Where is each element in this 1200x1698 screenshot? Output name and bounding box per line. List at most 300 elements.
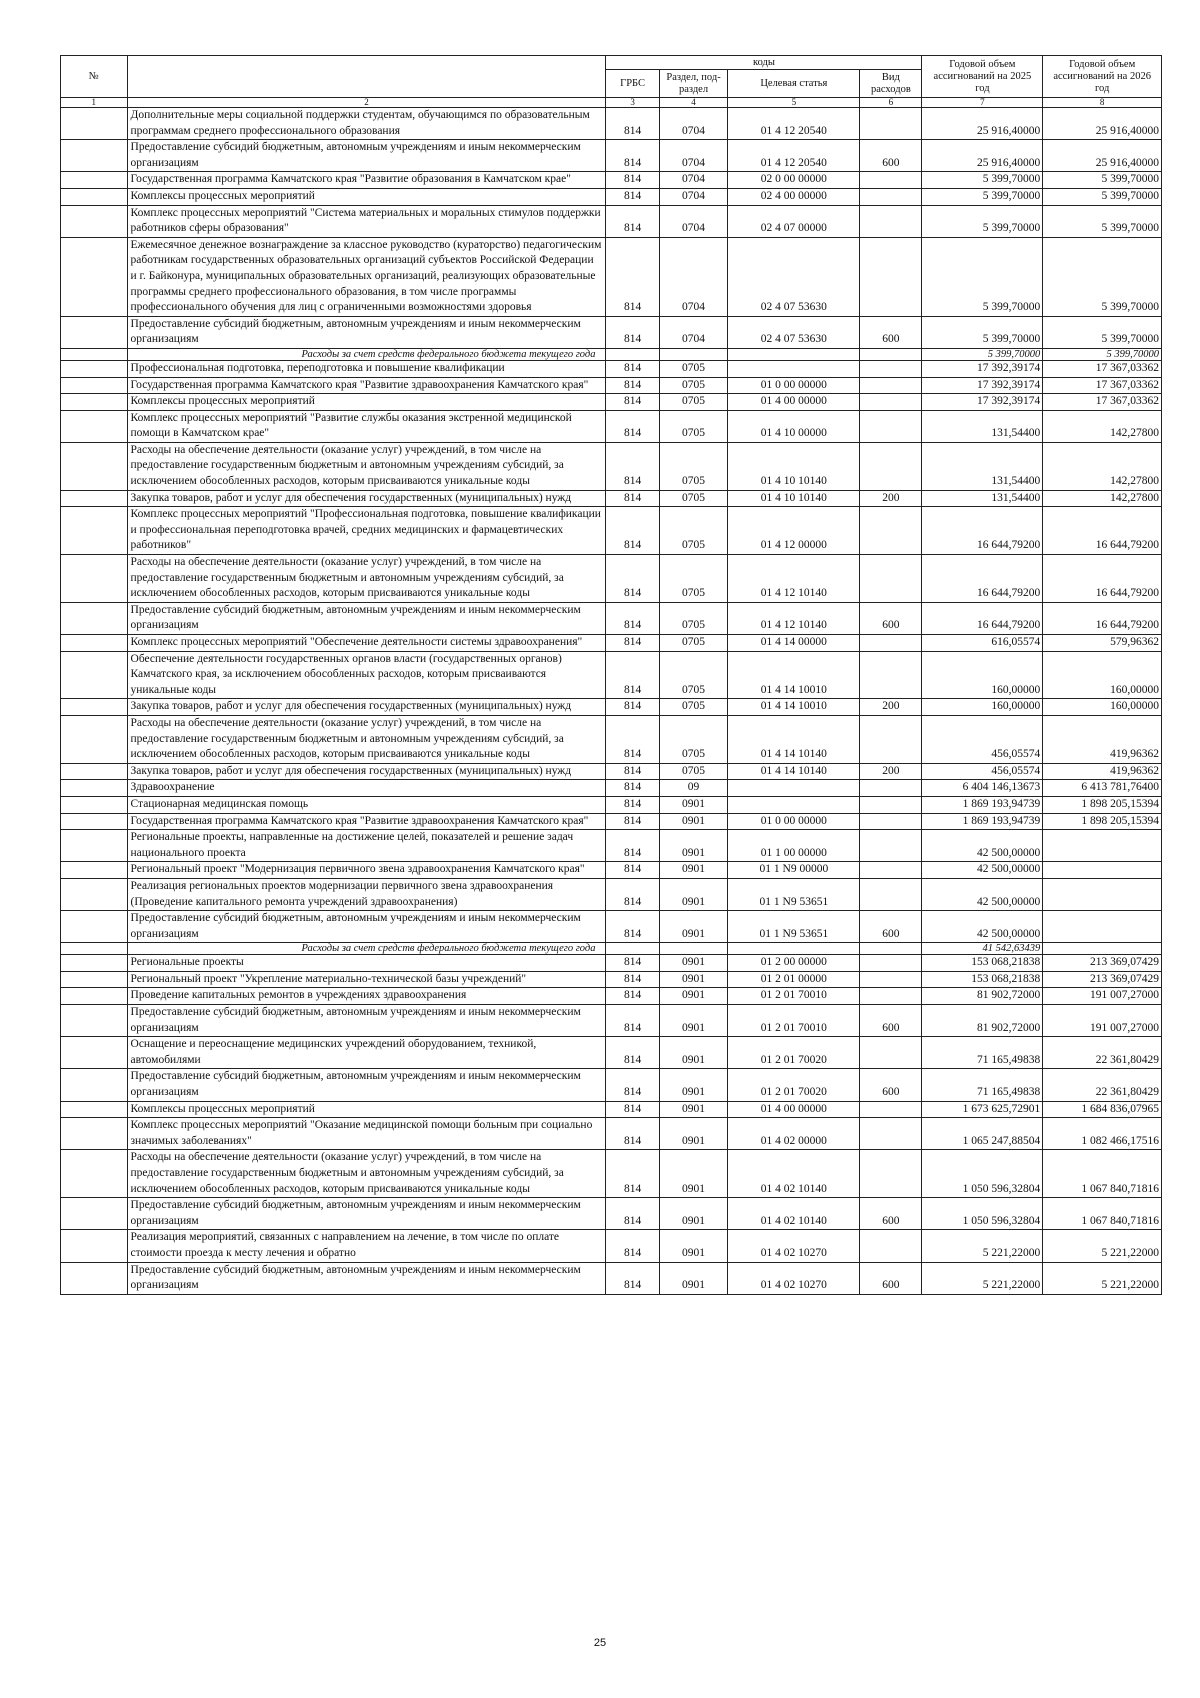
cell-razdel: 0705 <box>659 377 728 394</box>
cell-amount-2025: 456,05574 <box>922 763 1043 780</box>
cell-grbs: 814 <box>606 1150 659 1198</box>
cell-name: Региональный проект "Модернизация первичного звена здравоохранения Камчатского края" <box>127 862 606 879</box>
cell-target-article: 01 4 00 00000 <box>728 394 860 411</box>
cell-number <box>61 172 128 189</box>
header-expense-type: Вид расходов <box>860 70 922 98</box>
cell-expense-type <box>860 988 922 1005</box>
cell-expense-type <box>860 943 922 955</box>
cell-amount-2026: 1 067 840,71816 <box>1043 1150 1162 1198</box>
cell-target-article: 01 4 14 00000 <box>728 635 860 652</box>
cell-grbs: 814 <box>606 1005 659 1037</box>
cell-amount-2025: 42 500,00000 <box>922 911 1043 943</box>
cell-amount-2025: 16 644,79200 <box>922 507 1043 555</box>
cell-razdel: 0704 <box>659 140 728 172</box>
col-index-2: 2 <box>127 98 606 108</box>
cell-razdel: 0901 <box>659 878 728 910</box>
table-row <box>61 490 1162 507</box>
col-index-1: 1 <box>61 98 128 108</box>
cell-number <box>61 1262 128 1294</box>
cell-expense-type <box>860 108 922 140</box>
table-row <box>61 635 1162 652</box>
cell-razdel: 0705 <box>659 651 728 699</box>
cell-amount-2026: 213 369,07429 <box>1043 971 1162 988</box>
cell-number <box>61 237 128 316</box>
cell-number <box>61 715 128 763</box>
cell-amount-2026: 1 898 205,15394 <box>1043 813 1162 830</box>
table-row <box>61 796 1162 813</box>
cell-name: Реализация региональных проектов модернизации первичного звена здравоохранения (Проведение капитального ремонта учреждений здравоохранения) <box>127 878 606 910</box>
cell-target-article: 01 4 12 20540 <box>728 140 860 172</box>
cell-expense-type <box>860 348 922 360</box>
cell-grbs: 814 <box>606 1230 659 1262</box>
cell-amount-2026: 17 367,03362 <box>1043 377 1162 394</box>
cell-number <box>61 780 128 797</box>
cell-amount-2026 <box>1043 862 1162 879</box>
cell-name: Предоставление субсидий бюджетным, автономным учреждениям и иным некоммерческим организациям <box>127 602 606 634</box>
table-row <box>61 1198 1162 1230</box>
cell-amount-2026: 5 221,22000 <box>1043 1230 1162 1262</box>
table-row <box>61 1005 1162 1037</box>
cell-razdel: 0901 <box>659 813 728 830</box>
cell-amount-2025: 5 221,22000 <box>922 1262 1043 1294</box>
cell-amount-2025: 6 404 146,13673 <box>922 780 1043 797</box>
cell-number <box>61 1069 128 1101</box>
cell-target-article <box>728 796 860 813</box>
table-row <box>61 699 1162 716</box>
cell-amount-2026: 22 361,80429 <box>1043 1069 1162 1101</box>
cell-target-article <box>728 348 860 360</box>
cell-razdel: 0705 <box>659 602 728 634</box>
cell-number <box>61 651 128 699</box>
cell-name: Расходы за счет средств федерального бюджета текущего года <box>127 943 606 955</box>
cell-name: Дополнительные меры социальной поддержки студентам, обучающимся по образовательным программам среднего профессионального образования <box>127 108 606 140</box>
table-row <box>61 1262 1162 1294</box>
header-target-article: Целевая статья <box>728 70 860 98</box>
cell-grbs: 814 <box>606 796 659 813</box>
cell-expense-type <box>860 780 922 797</box>
cell-grbs: 814 <box>606 394 659 411</box>
cell-grbs: 814 <box>606 955 659 972</box>
cell-grbs: 814 <box>606 555 659 603</box>
cell-target-article: 01 4 12 10140 <box>728 555 860 603</box>
cell-expense-type <box>860 507 922 555</box>
cell-expense-type <box>860 1101 922 1118</box>
federal-budget-row <box>61 348 1162 360</box>
cell-grbs: 814 <box>606 490 659 507</box>
cell-amount-2026: 579,96362 <box>1043 635 1162 652</box>
cell-name: Расходы за счет средств федерального бюджета текущего года <box>127 348 606 360</box>
table-row <box>61 172 1162 189</box>
cell-name: Предоставление субсидий бюджетным, автономным учреждениям и иным некоммерческим организациям <box>127 316 606 348</box>
cell-razdel: 0901 <box>659 911 728 943</box>
cell-number <box>61 878 128 910</box>
table-row <box>61 911 1162 943</box>
cell-amount-2025: 1 869 193,94739 <box>922 796 1043 813</box>
cell-amount-2026: 25 916,40000 <box>1043 108 1162 140</box>
table-row <box>61 830 1162 862</box>
cell-target-article: 01 1 N9 53651 <box>728 878 860 910</box>
table-row <box>61 108 1162 140</box>
cell-razdel: 0901 <box>659 1230 728 1262</box>
table-row <box>61 780 1162 797</box>
cell-razdel: 0901 <box>659 1150 728 1198</box>
cell-amount-2025: 81 902,72000 <box>922 988 1043 1005</box>
cell-target-article: 01 1 00 00000 <box>728 830 860 862</box>
cell-target-article: 01 4 14 10010 <box>728 699 860 716</box>
cell-number <box>61 1118 128 1150</box>
cell-number <box>61 1198 128 1230</box>
table-row <box>61 188 1162 205</box>
table-row <box>61 988 1162 1005</box>
cell-number <box>61 830 128 862</box>
cell-expense-type: 200 <box>860 763 922 780</box>
cell-grbs: 814 <box>606 316 659 348</box>
cell-number <box>61 377 128 394</box>
cell-target-article: 01 2 01 70020 <box>728 1069 860 1101</box>
cell-razdel: 0705 <box>659 360 728 377</box>
table-row <box>61 316 1162 348</box>
cell-expense-type <box>860 715 922 763</box>
cell-amount-2026: 1 898 205,15394 <box>1043 796 1162 813</box>
cell-expense-type <box>860 1118 922 1150</box>
cell-name: Обеспечение деятельности государственных органов власти (государственных органов) Камчатского края, за исключением обособленных расходов, которым присваиваются уникальные коды <box>127 651 606 699</box>
header-grbs: ГРБС <box>606 70 659 98</box>
table-row <box>61 651 1162 699</box>
cell-amount-2026: 5 221,22000 <box>1043 1262 1162 1294</box>
cell-grbs: 814 <box>606 1118 659 1150</box>
cell-amount-2026: 16 644,79200 <box>1043 602 1162 634</box>
cell-target-article: 02 4 07 53630 <box>728 316 860 348</box>
cell-number <box>61 1005 128 1037</box>
cell-amount-2026: 5 399,70000 <box>1043 237 1162 316</box>
table-header <box>61 56 1162 108</box>
cell-amount-2025: 17 392,39174 <box>922 377 1043 394</box>
cell-target-article: 01 1 N9 00000 <box>728 862 860 879</box>
cell-razdel: 09 <box>659 780 728 797</box>
cell-number <box>61 955 128 972</box>
cell-grbs: 814 <box>606 507 659 555</box>
cell-target-article: 02 0 00 00000 <box>728 172 860 189</box>
cell-expense-type <box>860 1230 922 1262</box>
cell-target-article: 01 4 12 00000 <box>728 507 860 555</box>
cell-amount-2025: 17 392,39174 <box>922 360 1043 377</box>
cell-name: Предоставление субсидий бюджетным, автономным учреждениям и иным некоммерческим организациям <box>127 1069 606 1101</box>
cell-grbs: 814 <box>606 988 659 1005</box>
cell-amount-2026 <box>1043 878 1162 910</box>
cell-razdel: 0901 <box>659 830 728 862</box>
cell-grbs: 814 <box>606 108 659 140</box>
cell-amount-2025: 71 165,49838 <box>922 1037 1043 1069</box>
table-row <box>61 971 1162 988</box>
col-index-3: 3 <box>606 98 659 108</box>
cell-amount-2025: 1 673 625,72901 <box>922 1101 1043 1118</box>
table-row <box>61 205 1162 237</box>
header-name <box>127 56 606 98</box>
cell-amount-2025: 5 399,70000 <box>922 316 1043 348</box>
cell-name: Расходы на обеспечение деятельности (оказание услуг) учреждений, в том числе на предоставление государственным бюджетным и автономным учреждениям субсидий, за исключением обособленных расходов, которым присваиваются уникальные коды <box>127 715 606 763</box>
cell-name: Комплексы процессных мероприятий <box>127 188 606 205</box>
cell-expense-type <box>860 555 922 603</box>
cell-grbs: 814 <box>606 635 659 652</box>
cell-grbs: 814 <box>606 715 659 763</box>
cell-grbs: 814 <box>606 1198 659 1230</box>
cell-amount-2025: 42 500,00000 <box>922 830 1043 862</box>
cell-expense-type <box>860 813 922 830</box>
cell-expense-type: 200 <box>860 490 922 507</box>
cell-razdel: 0901 <box>659 1198 728 1230</box>
cell-amount-2026: 213 369,07429 <box>1043 955 1162 972</box>
cell-name: Расходы на обеспечение деятельности (оказание услуг) учреждений, в том числе на предоставление государственным бюджетным и автономным учреждениям субсидий, за исключением обособленных расходов, которым присваиваются уникальные коды <box>127 1150 606 1198</box>
header-2025: Годовой объем ассигнований на 2025 год <box>922 56 1043 98</box>
cell-grbs <box>606 943 659 955</box>
cell-name: Предоставление субсидий бюджетным, автономным учреждениям и иным некоммерческим организациям <box>127 1262 606 1294</box>
cell-expense-type: 600 <box>860 316 922 348</box>
cell-amount-2025: 1 065 247,88504 <box>922 1118 1043 1150</box>
cell-number <box>61 188 128 205</box>
cell-number <box>61 988 128 1005</box>
cell-name: Комплексы процессных мероприятий <box>127 1101 606 1118</box>
cell-number <box>61 140 128 172</box>
cell-target-article <box>728 943 860 955</box>
cell-amount-2026: 1 067 840,71816 <box>1043 1198 1162 1230</box>
cell-amount-2026: 191 007,27000 <box>1043 1005 1162 1037</box>
cell-expense-type: 600 <box>860 911 922 943</box>
cell-razdel: 0705 <box>659 410 728 442</box>
cell-razdel: 0901 <box>659 971 728 988</box>
cell-target-article: 01 4 12 20540 <box>728 108 860 140</box>
cell-amount-2026 <box>1043 911 1162 943</box>
cell-grbs: 814 <box>606 1101 659 1118</box>
cell-name: Региональные проекты, направленные на достижение целей, показателей и решение задач национального проекта <box>127 830 606 862</box>
cell-expense-type <box>860 1150 922 1198</box>
cell-number <box>61 394 128 411</box>
cell-expense-type <box>860 377 922 394</box>
cell-name: Комплексы процессных мероприятий <box>127 394 606 411</box>
cell-target-article: 01 2 00 00000 <box>728 955 860 972</box>
cell-expense-type <box>860 955 922 972</box>
cell-expense-type <box>860 971 922 988</box>
cell-name: Комплекс процессных мероприятий "Развитие службы оказания экстренной медицинской помощи в Камчатском крае" <box>127 410 606 442</box>
cell-target-article: 01 4 00 00000 <box>728 1101 860 1118</box>
page-number: 25 <box>593 1637 607 1649</box>
cell-target-article: 01 0 00 00000 <box>728 813 860 830</box>
cell-grbs: 814 <box>606 1069 659 1101</box>
header-2026: Годовой объем ассигнований на 2026 год <box>1043 56 1162 98</box>
cell-amount-2026 <box>1043 830 1162 862</box>
table-row <box>61 140 1162 172</box>
cell-expense-type: 600 <box>860 1262 922 1294</box>
cell-number <box>61 1230 128 1262</box>
table-row <box>61 1069 1162 1101</box>
cell-amount-2026: 5 399,70000 <box>1043 205 1162 237</box>
cell-name: Проведение капитальных ремонтов в учреждениях здравоохранения <box>127 988 606 1005</box>
cell-amount-2025: 616,05574 <box>922 635 1043 652</box>
cell-number <box>61 442 128 490</box>
cell-amount-2026: 142,27800 <box>1043 490 1162 507</box>
table-row <box>61 237 1162 316</box>
table-row <box>61 442 1162 490</box>
cell-amount-2025: 5 399,70000 <box>922 348 1043 360</box>
cell-amount-2025: 5 399,70000 <box>922 172 1043 189</box>
cell-amount-2026: 22 361,80429 <box>1043 1037 1162 1069</box>
cell-grbs: 814 <box>606 813 659 830</box>
cell-amount-2025: 456,05574 <box>922 715 1043 763</box>
cell-amount-2026: 160,00000 <box>1043 651 1162 699</box>
cell-amount-2026: 5 399,70000 <box>1043 348 1162 360</box>
cell-amount-2026: 419,96362 <box>1043 763 1162 780</box>
table-row <box>61 410 1162 442</box>
cell-target-article: 01 4 10 10140 <box>728 442 860 490</box>
table-row <box>61 813 1162 830</box>
cell-expense-type <box>860 878 922 910</box>
cell-amount-2025: 16 644,79200 <box>922 555 1043 603</box>
cell-amount-2025: 71 165,49838 <box>922 1069 1043 1101</box>
cell-target-article: 01 4 02 00000 <box>728 1118 860 1150</box>
cell-razdel: 0901 <box>659 862 728 879</box>
table-row <box>61 878 1162 910</box>
cell-name: Расходы на обеспечение деятельности (оказание услуг) учреждений, в том числе на предоставление государственным бюджетным и автономным учреждениям субсидий, за исключением обособленных расходов, которым присваиваются уникальные коды <box>127 442 606 490</box>
cell-razdel: 0705 <box>659 699 728 716</box>
cell-name: Региональный проект "Укрепление материально-технической базы учреждений" <box>127 971 606 988</box>
table-row <box>61 377 1162 394</box>
col-index-5: 5 <box>728 98 860 108</box>
cell-expense-type: 600 <box>860 1069 922 1101</box>
cell-target-article: 02 4 00 00000 <box>728 188 860 205</box>
cell-amount-2025: 5 399,70000 <box>922 205 1043 237</box>
cell-target-article <box>728 780 860 797</box>
cell-grbs: 814 <box>606 360 659 377</box>
cell-amount-2025: 41 542,63439 <box>922 943 1043 955</box>
table-row <box>61 360 1162 377</box>
cell-razdel: 0705 <box>659 715 728 763</box>
table-row <box>61 715 1162 763</box>
cell-target-article: 01 4 14 10140 <box>728 763 860 780</box>
cell-number <box>61 1150 128 1198</box>
table-row <box>61 1118 1162 1150</box>
cell-expense-type <box>860 410 922 442</box>
cell-expense-type <box>860 635 922 652</box>
cell-grbs: 814 <box>606 699 659 716</box>
cell-number <box>61 360 128 377</box>
cell-name: Предоставление субсидий бюджетным, автономным учреждениям и иным некоммерческим организациям <box>127 140 606 172</box>
col-index-6: 6 <box>860 98 922 108</box>
cell-target-article: 01 2 01 70010 <box>728 1005 860 1037</box>
cell-target-article: 01 4 14 10140 <box>728 715 860 763</box>
table-row <box>61 1101 1162 1118</box>
cell-number <box>61 507 128 555</box>
cell-expense-type <box>860 172 922 189</box>
cell-name: Государственная программа Камчатского края "Развитие здравоохранения Камчатского края" <box>127 813 606 830</box>
cell-amount-2025: 131,54400 <box>922 442 1043 490</box>
table-row <box>61 555 1162 603</box>
cell-amount-2026: 419,96362 <box>1043 715 1162 763</box>
cell-expense-type <box>860 862 922 879</box>
cell-razdel: 0901 <box>659 1262 728 1294</box>
cell-name: Ежемесячное денежное вознаграждение за классное руководство (кураторство) педагогическим работникам государственных образовательных организаций субъектов Российской Федерации и г. Байконура, муниципальных образовательных организаций, реализующих образовательные программы среднего профессионального образования, в том числе программы профессионального обучения для лиц с ограниченными возможностями здоровья <box>127 237 606 316</box>
cell-name: Государственная программа Камчатского края "Развитие здравоохранения Камчатского края" <box>127 377 606 394</box>
cell-target-article: 01 4 02 10140 <box>728 1150 860 1198</box>
col-index-4: 4 <box>659 98 728 108</box>
cell-number <box>61 911 128 943</box>
cell-razdel: 0901 <box>659 955 728 972</box>
cell-name: Реализация мероприятий, связанных с направлением на лечение, в том числе по оплате стоимости проезда к месту лечения и обратно <box>127 1230 606 1262</box>
cell-name: Предоставление субсидий бюджетным, автономным учреждениям и иным некоммерческим организациям <box>127 1005 606 1037</box>
cell-amount-2025: 25 916,40000 <box>922 108 1043 140</box>
cell-number <box>61 410 128 442</box>
cell-number <box>61 490 128 507</box>
cell-amount-2026: 5 399,70000 <box>1043 188 1162 205</box>
table-row <box>61 1037 1162 1069</box>
header-razdel: Раздел, под-раздел <box>659 70 728 98</box>
cell-name: Комплекс процессных мероприятий "Профессиональная подготовка, повышение квалификации и профессиональная переподготовка врачей, средних медицинских и фармацевтических работников" <box>127 507 606 555</box>
cell-grbs: 814 <box>606 237 659 316</box>
cell-razdel <box>659 943 728 955</box>
cell-number <box>61 699 128 716</box>
cell-amount-2026: 191 007,27000 <box>1043 988 1162 1005</box>
cell-number <box>61 316 128 348</box>
cell-amount-2025: 17 392,39174 <box>922 394 1043 411</box>
table-row <box>61 862 1162 879</box>
cell-amount-2026: 160,00000 <box>1043 699 1162 716</box>
cell-target-article: 01 1 N9 53651 <box>728 911 860 943</box>
cell-grbs: 814 <box>606 1037 659 1069</box>
table-row <box>61 763 1162 780</box>
cell-amount-2025: 42 500,00000 <box>922 862 1043 879</box>
cell-razdel: 0705 <box>659 442 728 490</box>
cell-name: Закупка товаров, работ и услуг для обеспечения государственных (муниципальных) нужд <box>127 699 606 716</box>
cell-expense-type: 600 <box>860 1198 922 1230</box>
cell-amount-2026: 142,27800 <box>1043 410 1162 442</box>
budget-table-sheet <box>60 55 1162 1295</box>
cell-amount-2025: 160,00000 <box>922 651 1043 699</box>
cell-amount-2025: 5 399,70000 <box>922 188 1043 205</box>
cell-razdel: 0901 <box>659 1101 728 1118</box>
cell-amount-2025: 131,54400 <box>922 490 1043 507</box>
cell-name: Комплекс процессных мероприятий "Система материальных и моральных стимулов поддержки работников сферы образования" <box>127 205 606 237</box>
cell-grbs: 814 <box>606 602 659 634</box>
cell-razdel: 0901 <box>659 1005 728 1037</box>
cell-expense-type <box>860 442 922 490</box>
cell-name: Закупка товаров, работ и услуг для обеспечения государственных (муниципальных) нужд <box>127 763 606 780</box>
cell-grbs: 814 <box>606 1262 659 1294</box>
cell-grbs: 814 <box>606 780 659 797</box>
cell-number <box>61 813 128 830</box>
cell-name: Закупка товаров, работ и услуг для обеспечения государственных (муниципальных) нужд <box>127 490 606 507</box>
cell-amount-2026: 17 367,03362 <box>1043 360 1162 377</box>
cell-grbs: 814 <box>606 971 659 988</box>
cell-amount-2025: 1 050 596,32804 <box>922 1150 1043 1198</box>
cell-expense-type: 200 <box>860 699 922 716</box>
cell-target-article: 01 4 10 10140 <box>728 490 860 507</box>
table-body <box>61 108 1162 1295</box>
col-index-8: 8 <box>1043 98 1162 108</box>
cell-grbs: 814 <box>606 377 659 394</box>
cell-target-article: 01 4 10 00000 <box>728 410 860 442</box>
cell-target-article: 01 4 02 10140 <box>728 1198 860 1230</box>
cell-amount-2025: 81 902,72000 <box>922 1005 1043 1037</box>
cell-amount-2025: 25 916,40000 <box>922 140 1043 172</box>
cell-target-article: 01 0 00 00000 <box>728 377 860 394</box>
cell-razdel: 0705 <box>659 555 728 603</box>
cell-number <box>61 205 128 237</box>
cell-target-article <box>728 360 860 377</box>
cell-amount-2025: 5 221,22000 <box>922 1230 1043 1262</box>
cell-target-article: 01 4 12 10140 <box>728 602 860 634</box>
cell-amount-2026: 16 644,79200 <box>1043 507 1162 555</box>
table-row <box>61 507 1162 555</box>
cell-grbs: 814 <box>606 878 659 910</box>
cell-number <box>61 602 128 634</box>
